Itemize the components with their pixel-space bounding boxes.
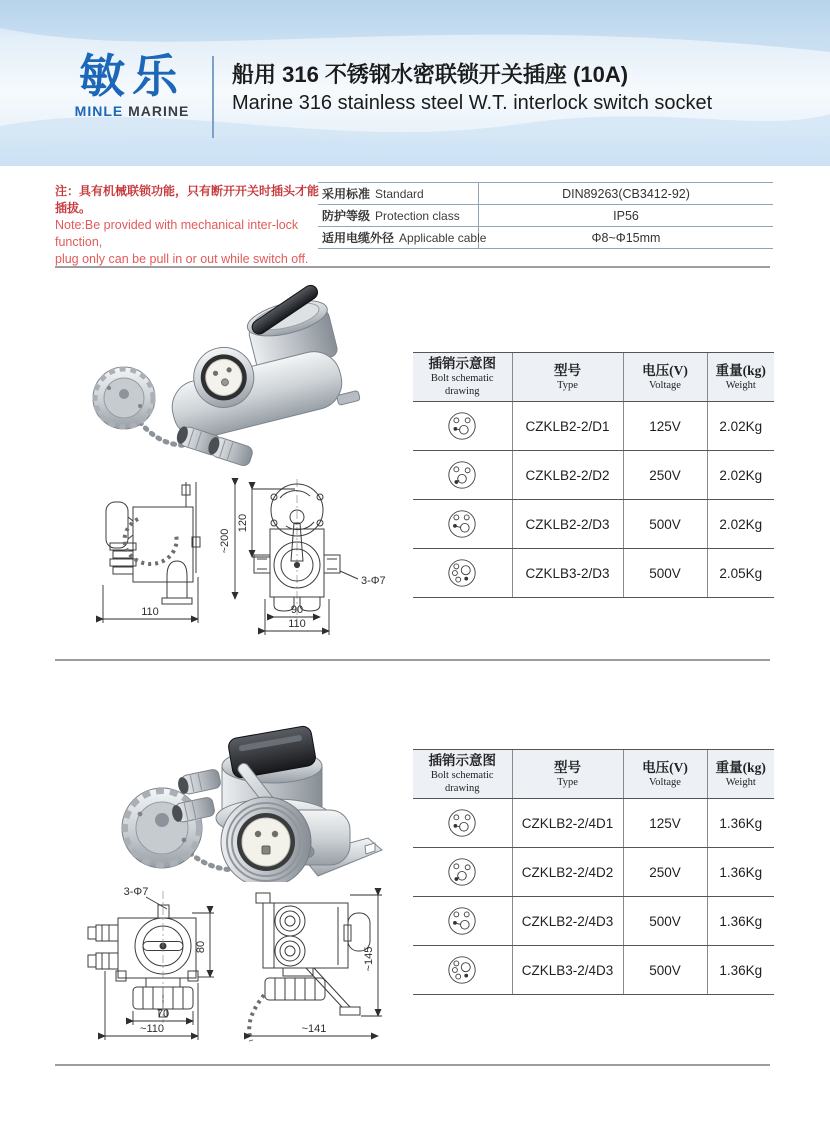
front-view [254, 479, 358, 619]
section-divider [55, 266, 770, 268]
spec-value: IP56 [613, 208, 639, 223]
spec-value: Φ8~Φ15mm [591, 230, 661, 245]
type-cell: CZKLB3-2/4D3 [512, 946, 623, 995]
pin-schematic-icon [446, 410, 478, 442]
col-header-type: 型号 Type [512, 353, 623, 402]
voltage-cell: 125V [623, 402, 707, 451]
pin-schematic-icon [446, 459, 478, 491]
dim-side-width: 110 [141, 606, 159, 618]
dim-cap-width: 70 [156, 1008, 170, 1020]
logo-english-primary: MINLE [74, 103, 124, 119]
col-header-weight: 重量(kg) Weight [707, 353, 774, 402]
spec-row-applicable-cable [318, 227, 773, 248]
col-header-type: 型号 Type [512, 750, 623, 799]
type-cell: CZKLB2-2/4D2 [512, 848, 623, 897]
weight-cell: 2.05Kg [707, 549, 774, 598]
col-header-weight: 重量(kg) Weight [707, 750, 774, 799]
cable-gland [206, 435, 254, 468]
weight-cell: 1.36Kg [707, 799, 774, 848]
protective-cap [93, 367, 155, 429]
table-row [413, 897, 774, 946]
table-header-row [413, 353, 774, 402]
col-header-pin-schematic: 插销示意图 Bolt schematic drawing [413, 750, 512, 799]
table-row [413, 500, 774, 549]
dimension-drawing-2 [58, 883, 423, 1051]
spec-label-cn: 适用电缆外径 [322, 231, 395, 245]
logo-english-secondary: MARINE [128, 103, 190, 119]
weight-cell: 2.02Kg [707, 451, 774, 500]
dimension-drawing-1 [58, 477, 403, 649]
logo-english [58, 103, 206, 119]
dim-bolt-holes: 3-Φ7 [123, 886, 149, 898]
type-cell: CZKLB2-2/4D1 [512, 799, 623, 848]
voltage-cell: 250V [623, 451, 707, 500]
side-view [106, 482, 200, 604]
table-row [413, 799, 774, 848]
table-row [413, 549, 774, 598]
type-cell: CZKLB2-2/4D3 [512, 897, 623, 946]
table-row [413, 946, 774, 995]
page-title-chinese: 船用 316 不锈钢水密联锁开关插座 (10A) [232, 62, 629, 87]
note-line-english-2: plug only can be pull in or out while switch off. [55, 252, 309, 266]
type-cell: CZKLB2-2/D1 [512, 402, 623, 451]
pin-schematic-icon [446, 905, 478, 937]
dim-front-width: 110 [288, 618, 306, 630]
col-header-voltage: 电压(V) Voltage [623, 353, 707, 402]
page-title-english: Marine 316 stainless steel W.T. interlock switch socket [232, 92, 713, 114]
weight-cell: 1.36Kg [707, 897, 774, 946]
page-header [0, 0, 830, 166]
dim-overall-height: ~200 [219, 528, 231, 554]
side-view [249, 893, 370, 1041]
product-photo-1 [78, 282, 383, 472]
product-photo-2 [70, 670, 400, 882]
table-row [413, 451, 774, 500]
cable-gland [176, 768, 221, 795]
note-line-chinese: 注：具有机械联锁功能，只有断开开关时插头才能插拔。 [55, 184, 320, 215]
dim-front-width: ~110 [140, 1023, 164, 1035]
spec-label-en: Protection class [375, 208, 460, 223]
company-logo [58, 52, 206, 119]
product-table-1 [413, 352, 774, 598]
type-cell: CZKLB2-2/D3 [512, 500, 623, 549]
voltage-cell: 500V [623, 549, 707, 598]
pin-schematic-icon [446, 954, 478, 986]
dim-front-height: 80 [195, 940, 207, 954]
table-row [413, 848, 774, 897]
spec-table [318, 182, 773, 249]
protective-cap [122, 788, 202, 868]
voltage-cell: 125V [623, 799, 707, 848]
pin-schematic-icon [446, 807, 478, 839]
spec-label-cn: 采用标准 [322, 187, 371, 201]
spec-label-cn: 防护等级 [322, 209, 371, 223]
dim-upper-height: 120 [237, 513, 249, 533]
dim-bolt-holes: 3-Φ7 [361, 575, 386, 587]
weight-cell: 2.02Kg [707, 500, 774, 549]
mechanical-interlock-note [55, 183, 323, 268]
socket-face [221, 797, 311, 882]
dim-side-width: ~141 [301, 1023, 327, 1035]
col-header-voltage: 电压(V) Voltage [623, 750, 707, 799]
spec-row-protection-class [318, 205, 773, 227]
pin-schematic-icon [446, 508, 478, 540]
spec-label-en: Applicable cable [399, 230, 487, 245]
table-row [413, 402, 774, 451]
spec-value: DIN89263(CB3412-92) [562, 186, 690, 201]
product-table-2 [413, 749, 774, 995]
voltage-cell: 250V [623, 848, 707, 897]
front-view [88, 891, 198, 1023]
dim-side-height: ~145 [363, 946, 375, 972]
voltage-cell: 500V [623, 946, 707, 995]
voltage-cell: 500V [623, 897, 707, 946]
type-cell: CZKLB3-2/D3 [512, 549, 623, 598]
type-cell: CZKLB2-2/D2 [512, 451, 623, 500]
col-header-pin-schematic: 插销示意图 Bolt schematic drawing [413, 353, 512, 402]
spec-row-standard [318, 183, 773, 205]
pin-schematic-icon [446, 856, 478, 888]
weight-cell: 2.02Kg [707, 402, 774, 451]
section-divider [55, 659, 770, 661]
table-header-row [413, 750, 774, 799]
voltage-cell: 500V [623, 500, 707, 549]
weight-cell: 1.36Kg [707, 946, 774, 995]
header-divider [212, 56, 214, 138]
spec-label-en: Standard [375, 186, 424, 201]
pin-schematic-icon [446, 557, 478, 589]
logo-chinese: 敏乐 [79, 50, 185, 102]
dim-inner-width: 90 [290, 604, 304, 616]
note-line-english-1: Note:Be provided with mechanical inter-lock function, [55, 218, 299, 249]
weight-cell: 1.36Kg [707, 848, 774, 897]
section-divider [55, 1064, 770, 1066]
